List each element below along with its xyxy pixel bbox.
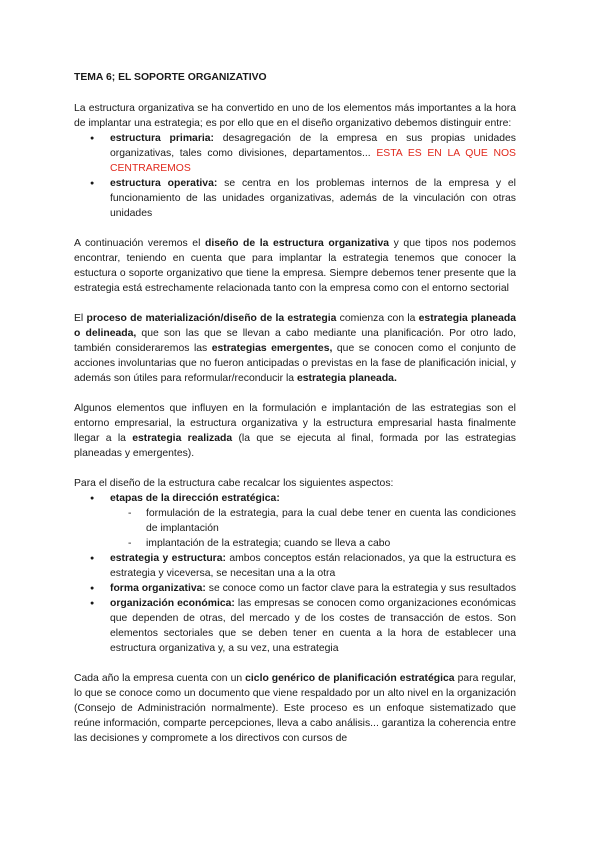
structure-types-list [74,131,516,221]
bold-term: estrategia planeada o delineada, [74,313,516,339]
text-run: que son las que se llevan a cabo mediante una planificación. Por otro lado, también consideraremos las [74,328,516,354]
text-run: Cada año la empresa cuenta con un [74,673,246,684]
term-stages: etapas de la dirección estratégica: [110,493,280,504]
sub-list-item: - implantación de la estrategia; cuando se lleva a cabo [146,536,516,551]
bold-term: estrategia planeada. [296,373,397,384]
aspects-section [74,476,516,656]
intro-section [74,101,516,221]
term-primary: estructura primaria: [110,133,215,144]
aspects-list [74,491,516,656]
bold-term: proceso de materialización/diseño de la estrategia [86,313,337,324]
list-item [110,581,516,596]
list-item [110,131,516,176]
paragraph-design [74,236,516,296]
term-strategy-structure: estrategia y estructura: [110,553,226,564]
bold-term: ciclo genérico de planificación estratégica [245,673,455,684]
sub-list [110,506,516,551]
term-operative: estructura operativa: [110,178,218,189]
paragraph-elements [74,401,516,461]
paragraph-planning-cycle [74,671,516,746]
text-run: y que tipos nos podemos encontrar, teniendo en cuenta que para implantar la estrategia tenemos que conocer la estuctura o soporte organizativo que tiene la empresa. Siempre debemos tener presente que la estrategia está estrechamente relacionada tanto con la empresa como con el entorno sectorial [74,238,516,294]
text-run: (la que se ejecuta al final, formada por las estrategias planeadas y emergentes). [74,433,516,459]
paragraph-process [74,311,516,386]
definition-text: ambos conceptos están relacionados, ya que la estructura es estrategia y viceversa, se necesitan una a la otra [110,553,516,579]
list-item [110,176,516,221]
list-item [110,551,516,581]
bold-term: diseño de la estructura organizativa [204,238,390,249]
bold-term: estrategias emergentes, [211,343,333,354]
definition-text: las empresas se conocen como organizaciones económicas que dependen de otras, del mercado y de los costes de transacción de estos. Son elementos sectoriales que se deben tener en cuenta a la hora de establecer una estructura organizativa y, a su vez, una estrategia [110,598,516,654]
page-title: TEMA 6; EL SOPORTE ORGANIZATIVO [74,72,267,83]
list-item [110,491,516,551]
term-organizational-form: forma organizativa: [110,583,206,594]
definition-text: se conoce como un factor clave para la estrategia y sus resultados [205,583,517,594]
text-run: A continuación veremos el [74,238,205,249]
aspects-intro: Para el diseño de la estructura cabe recalcar los siguientes aspectos: [74,478,394,489]
text-run: Algunos elementos que influyen en la formulación e implantación de las estrategias son el entorno empresarial, la estructura organizativa y la estructura empresarial hasta finalmente llegar a la [74,403,516,444]
intro-paragraph: La estructura organizativa se ha convertido en uno de los elementos más importantes a la hora de implantar una estrategia; es por ello que en el diseño organizativo debemos distinguir entre: [74,103,516,129]
text-run: comienza con la [336,313,419,324]
term-economic-organization: organización económica: [110,598,235,609]
definition-text: desagregación de la empresa en sus propias unidades organizativas, tales como divisiones, departamentos... [110,133,516,159]
text-run: para regular, lo que se conoce como un documento que viene respaldado por un alto nivel en la organización (Consejo de Administración normalmente). Este proceso es un enfoque sistematizado que reúne información, comparte percepciones, lleva a cabo análisis... garantiza la coherencia entre las decisiones y compromete a los directivos con cursos de [74,673,517,744]
sub-list-item: - formulación de la estrategia, para la cual debe tener en cuenta las condiciones de implantación [146,506,516,536]
definition-text: se centra en los problemas internos de la empresa y el funcionamiento de las unidades organizativas, además de la vinculación con otras unidades [110,178,516,219]
text-run: que se conocen como el conjunto de acciones involuntarias que no fueron anticipadas o previstas en la fase de planificación inicial, y además son útiles para reformular/reconducir la [74,343,516,384]
text-run: El [74,313,87,324]
bold-term: estrategia realizada [132,433,233,444]
highlight-note: ESTA ES EN LA QUE NOS CENTRAREMOS [110,148,516,174]
list-item [110,596,516,656]
